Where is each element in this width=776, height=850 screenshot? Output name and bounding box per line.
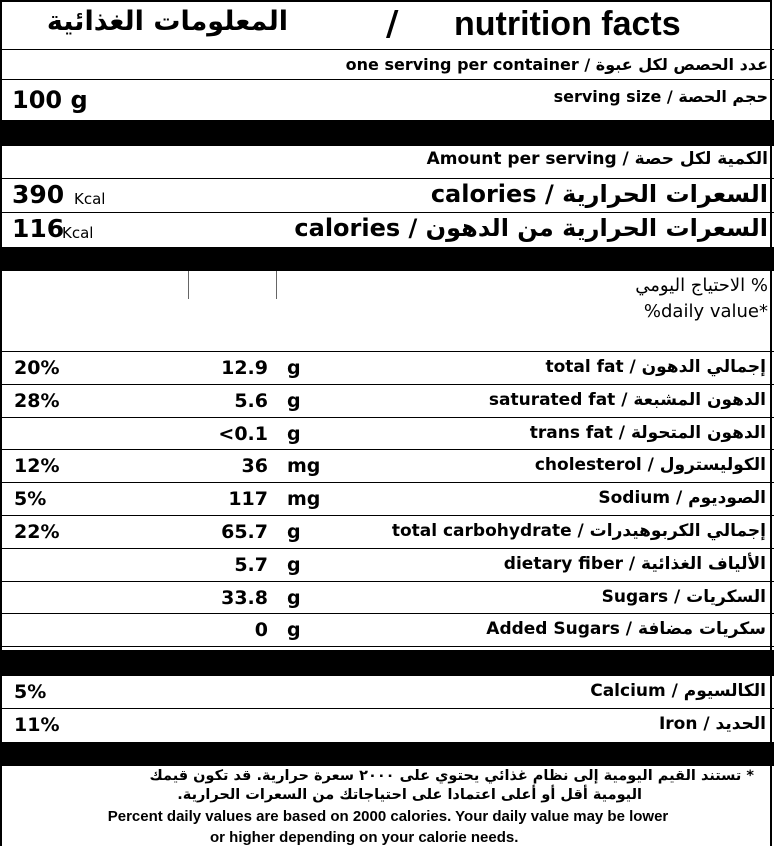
mineral-daily-value: 11% (14, 714, 60, 736)
nutrient-unit: g (287, 357, 301, 379)
nutrient-amount: 36 (241, 455, 268, 478)
nutrient-row (2, 483, 774, 516)
thick-divider (2, 650, 774, 676)
nutrient-row (2, 516, 774, 549)
nutrient-label: saturated fat / الدهون المشبعة (488, 389, 766, 410)
column-divider (276, 271, 277, 299)
nutrient-amount: 0 (254, 619, 268, 642)
footnote (2, 766, 774, 850)
nutrient-row (2, 385, 774, 418)
nutrient-unit: mg (287, 488, 321, 511)
nutrient-row (2, 582, 774, 615)
mineral-row (2, 676, 774, 709)
nutrient-row (2, 549, 774, 582)
nutrient-daily-value: 28% (14, 389, 60, 412)
nutrient-amount: 12.9 (221, 357, 268, 379)
thick-divider (2, 247, 774, 271)
title-english: nutrition facts (454, 5, 681, 43)
serving-size-value: 100 g (12, 86, 88, 114)
nutrient-label: total fat / إجمالي الدهون (545, 357, 766, 377)
nutrient-daily-value: 12% (14, 455, 60, 478)
mineral-daily-value: 5% (14, 681, 47, 703)
nutrient-row (2, 614, 774, 647)
calories-from-fat-value: 116 (12, 214, 65, 243)
footnote-arabic-line1: * تستند القيم اليومية إلى نظام غذائي يحتوي على ٢٠٠٠ سعرة حرارية. قد تكون قيمك (149, 768, 754, 784)
title-separator: / (386, 4, 399, 44)
serving-size-row (2, 80, 774, 120)
nutrient-unit: g (287, 619, 301, 642)
daily-value-arabic: % الاحتياج اليومي (635, 275, 768, 296)
label-header (2, 2, 774, 50)
nutrient-unit: mg (287, 455, 321, 478)
nutrient-amount: 117 (228, 488, 268, 511)
nutrient-row (2, 418, 774, 451)
footnote-english-line2: or higher depending on your calorie needs. (210, 829, 519, 846)
calories-from-fat-label: calories / السعرات الحرارية من الدهون (294, 214, 768, 242)
nutrient-amount: 5.7 (234, 553, 268, 576)
nutrient-daily-value: 20% (14, 357, 60, 379)
nutrient-unit: g (287, 389, 301, 412)
amount-per-serving-row (2, 146, 774, 179)
calories-row (2, 179, 774, 213)
nutrient-amount: 65.7 (221, 521, 268, 543)
thick-divider (2, 742, 774, 766)
calories-label: calories / السعرات الحرارية (430, 180, 768, 208)
mineral-row (2, 709, 774, 742)
footnote-arabic-line2: اليومية أقل أو أعلى اعتمادا على احتياجاتك من السعرات الحرارية. (177, 787, 642, 803)
nutrient-unit: g (287, 586, 301, 609)
calories-unit: Kcal (74, 190, 106, 208)
nutrient-unit: g (287, 553, 301, 576)
nutrient-daily-value: 22% (14, 521, 60, 543)
nutrient-daily-value: 5% (14, 488, 47, 511)
servings-row (2, 50, 774, 80)
footnote-english-line1: Percent daily values are based on 2000 calories. Your daily value may be lower (107, 808, 669, 825)
nutrient-label: dietary fiber / الألياف الغذائية (503, 553, 766, 574)
nutrient-row (2, 450, 774, 483)
nutrient-unit: g (287, 422, 301, 445)
mineral-label: Iron / الحديد (658, 714, 766, 734)
nutrient-label: Sodium / الصوديوم (598, 488, 766, 509)
calories-from-fat-row (2, 213, 774, 247)
mineral-label: Calcium / الكالسيوم (590, 681, 766, 701)
nutrient-row (2, 352, 774, 385)
nutrient-amount: 5.6 (234, 389, 268, 412)
calories-value: 390 (12, 180, 65, 209)
servings-per-container: one serving per container / عدد الحصص لكل عبوة (345, 55, 768, 74)
thick-divider (2, 120, 774, 146)
daily-value-header (2, 271, 774, 352)
nutrient-label: total carbohydrate / إجمالي الكربوهيدرات (391, 521, 766, 541)
calories-from-fat-unit: Kcal (62, 224, 94, 242)
serving-size-label: serving size / حجم الحصة (553, 87, 768, 106)
nutrient-label: cholesterol / الكوليسترول (534, 455, 766, 476)
nutrient-amount: <0.1 (218, 422, 268, 445)
nutrient-label: trans fat / الدهون المتحولة (529, 422, 766, 443)
title-arabic: المعلومات الغذائية (46, 6, 288, 37)
daily-value-english: %daily value* (643, 301, 768, 322)
nutrient-label: Sugars / السكريات (601, 586, 766, 607)
amount-per-serving-label: Amount per serving / الكمية لكل حصة (426, 149, 768, 169)
nutrient-label: Added Sugars / سكريات مضافة (486, 619, 766, 640)
nutrient-amount: 33.8 (221, 586, 268, 609)
column-divider (188, 271, 189, 299)
nutrient-unit: g (287, 521, 301, 543)
